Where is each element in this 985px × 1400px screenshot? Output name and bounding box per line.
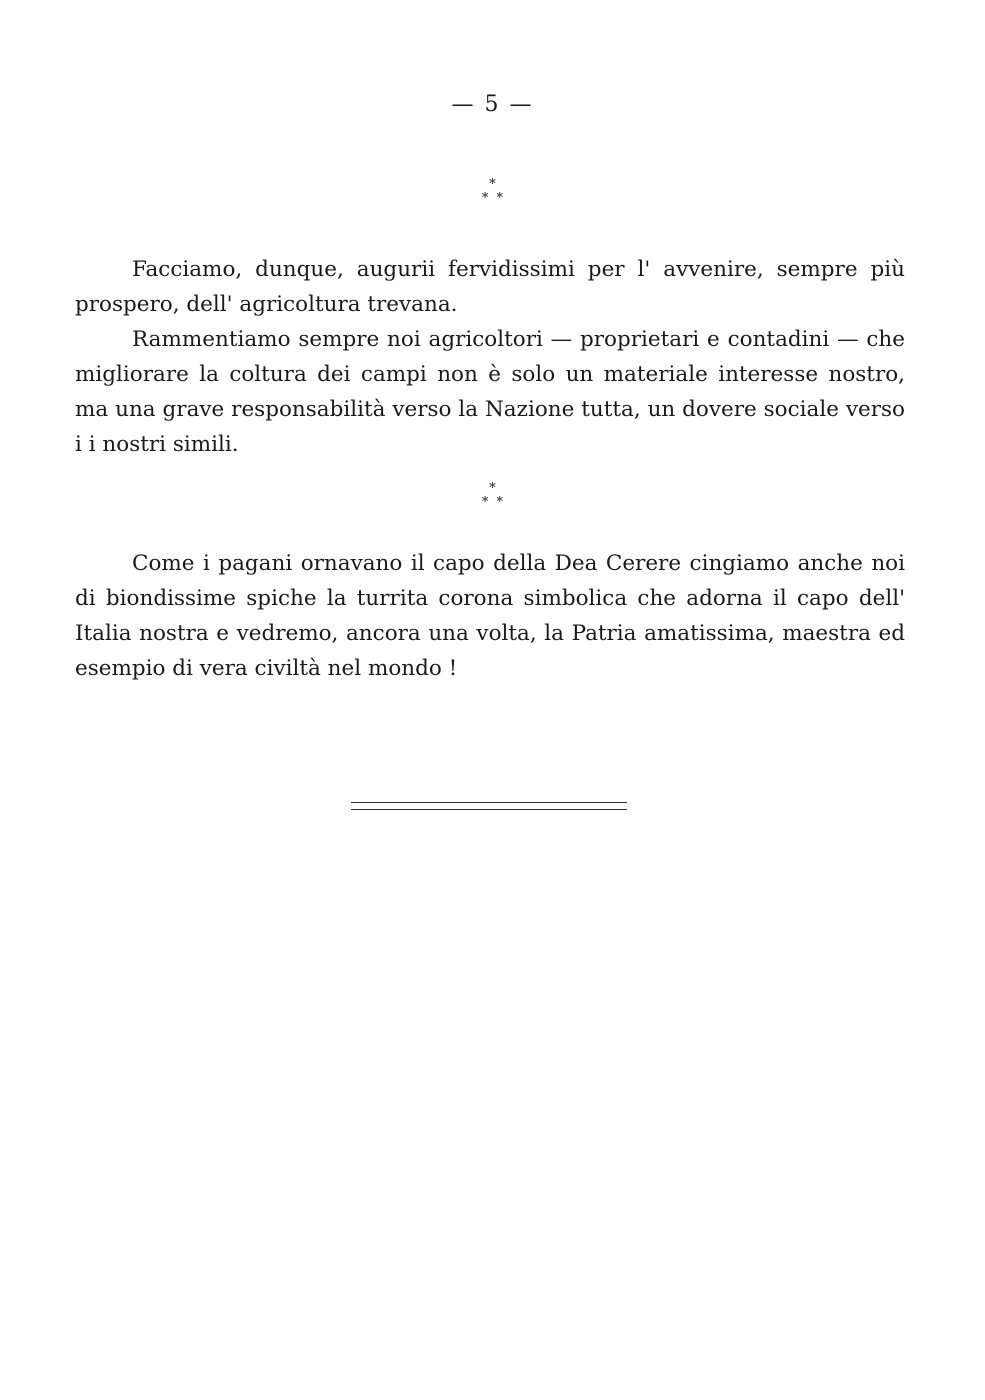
- asterism-bottom: * *: [481, 495, 504, 510]
- asterism-bottom: * *: [481, 191, 504, 206]
- asterism-separator: [0, 482, 985, 510]
- asterism-top: *: [489, 481, 496, 496]
- double-rule-divider: [351, 802, 627, 810]
- paragraph: Facciamo, dunque, augurii fervidissimi per l' avvenire, sempre più prospero, dell' agricoltura trevana.: [75, 257, 905, 317]
- page-number: — 5 —: [451, 92, 534, 117]
- paragraph: Come i pagani ornavano il capo della Dea Cerere cingiamo anche noi di biondissime spiche la turrita corona simbolica che adorna il capo dell' Italia nostra e vedremo, ancora una volta, la Patria amatissima, maestra ed esempio di vera civiltà nel mondo !: [75, 551, 905, 681]
- paragraph: Rammentiamo sempre noi agricoltori — proprietari e contadini — che migliorare la coltura dei campi non è solo un materiale interesse nostro, ma una grave responsabilità verso la Nazione tutta, un dovere sociale verso i i nostri simili.: [75, 327, 905, 457]
- asterism-separator: [0, 178, 985, 206]
- text-section-2: [75, 546, 905, 686]
- asterism-top: *: [489, 177, 496, 192]
- text-section-1: [75, 252, 905, 462]
